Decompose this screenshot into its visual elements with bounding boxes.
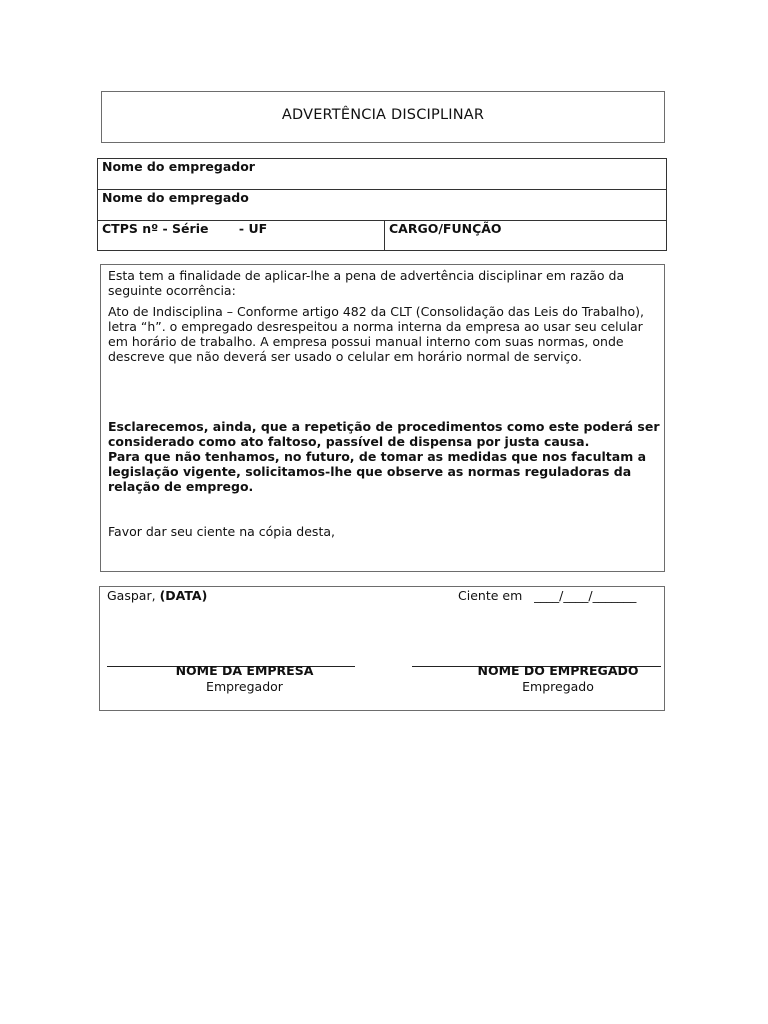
ciente-line bbox=[458, 588, 636, 603]
cargo-label: CARGO/FUNÇÃO bbox=[389, 221, 502, 236]
employee-role: Empregado bbox=[522, 679, 594, 694]
ciente-date-blanks: ____/____/_______ bbox=[534, 588, 637, 603]
city-label: Gaspar, bbox=[107, 588, 156, 603]
intro-paragraph: Esta tem a finalidade de aplicar-lhe a pena de advertência disciplinar em razão da seguinte ocorrência: bbox=[108, 268, 625, 298]
column-divider bbox=[384, 221, 385, 251]
warning-paragraph: Esclarecemos, ainda, que a repetição de procedimentos como este poderá ser considerado como ato faltoso, passível de dispensa por justa causa. Para que não tenhamos, no futuro, de tomar as medidas que nos facultam a legislação vigente, solicitamos-lhe que observe as normas reguladoras da relação de emprego. bbox=[108, 419, 660, 494]
employee-info-table bbox=[97, 158, 667, 251]
signature-box bbox=[99, 586, 665, 711]
company-role: Empregador bbox=[206, 679, 283, 694]
employee-row bbox=[98, 190, 666, 221]
company-name: NOME DA EMPRESA bbox=[175, 663, 314, 678]
title-box bbox=[101, 91, 665, 143]
employer-row bbox=[98, 159, 666, 190]
ctps-label: CTPS nº - Série - UF bbox=[102, 221, 268, 236]
date-placeholder: (DATA) bbox=[159, 588, 208, 603]
occurrence-paragraph: Ato de Indisciplina – Conforme artigo 482 da CLT (Consolidação das Leis do Trabalho), letra “h”. o empregado desrespeitou a norma interna da empresa ao usar seu celular em horário de trabalho. A empresa possui manual interno com suas normas, onde descreve que não deverá ser usado o celular em horário normal de serviço. bbox=[108, 304, 644, 364]
occurrence-box bbox=[100, 264, 665, 572]
employee-label: Nome do empregado bbox=[102, 190, 249, 205]
employee-name: NOME DO EMPREGADO bbox=[477, 663, 639, 678]
employer-label: Nome do empregador bbox=[102, 159, 255, 174]
place-date bbox=[107, 588, 207, 603]
ciente-label: Ciente em bbox=[458, 588, 523, 603]
ctps-cargo-row bbox=[98, 221, 666, 251]
document-title: ADVERTÊNCIA DISCIPLINAR bbox=[281, 107, 485, 123]
closing-paragraph: Favor dar seu ciente na cópia desta, bbox=[108, 524, 335, 539]
